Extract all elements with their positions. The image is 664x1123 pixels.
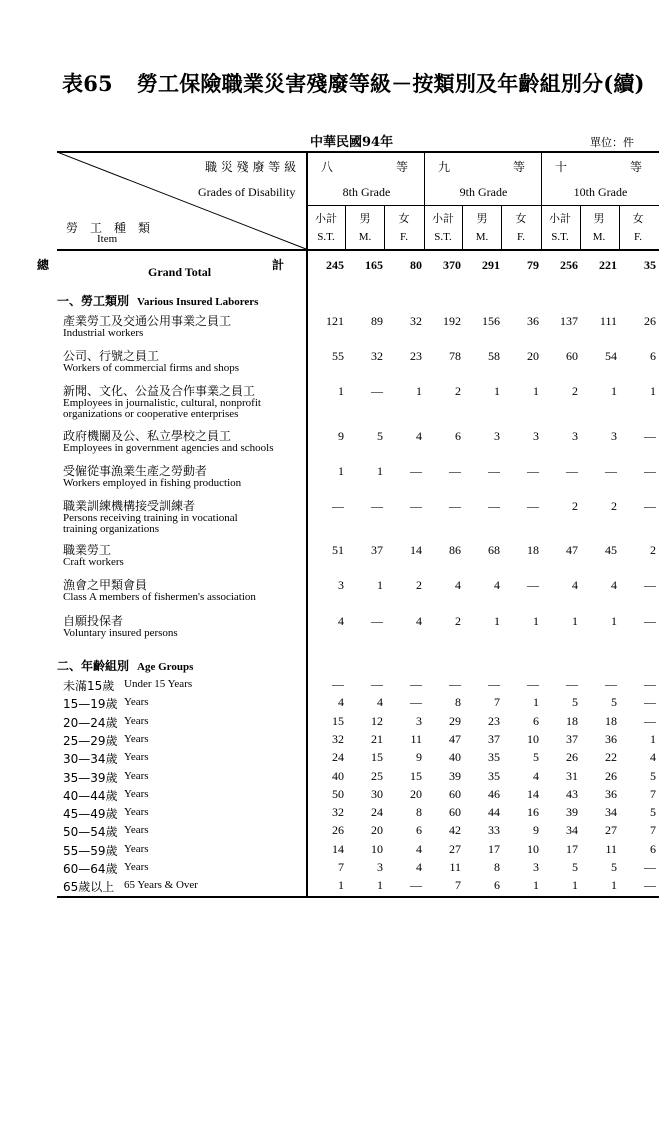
subcol-zh: 小計 [432,212,454,225]
table-cell: — [644,695,656,710]
table-cell: 20 [371,823,383,838]
table-cell: 4 [377,695,383,710]
table-cell: 17 [488,841,500,856]
grade-en: 10th Grade [573,185,628,199]
table-cell: 16 [527,805,539,820]
table-cell: 11 [605,841,617,856]
table-cell: 36 [527,314,539,328]
age-label-en: Years [124,842,149,855]
table-cell: 3 [416,713,422,728]
grade-header-en: Grades of Disability [198,185,296,199]
subcol-en: F. [634,231,642,243]
row-label-en: Workers employed in fishing production [63,477,242,489]
table-cell: 111 [599,314,617,328]
age-label-en: Years [124,732,149,745]
table-cell: 3 [338,578,344,592]
grade-zh-left: 九 [438,160,451,174]
row-label-en: Workers of commercial firms and shops [63,362,239,374]
table-cell: 1 [338,464,344,478]
table-title: 勞工保險職業災害殘廢等級－按類別及年齡組別分(續) [136,71,645,96]
table-cell: 14 [410,543,422,557]
table-cell: — [410,695,422,710]
table-cell: 5 [650,768,656,783]
table-cell: 35 [488,768,500,783]
table-cell: 9 [416,750,422,765]
table-cell: 89 [371,314,383,328]
table-cell: 1 [611,384,617,398]
table-cell: 2 [572,384,578,398]
table-cell: — [644,614,656,628]
table-cell: 54 [605,349,617,363]
table-cell: 26 [605,768,617,783]
table-cell: 33 [488,823,500,838]
header-mid-rule [307,205,659,206]
age-label-zh: 55—59歲 [63,843,118,858]
table-cell: 86 [449,543,461,557]
table-cell: 27 [449,841,461,856]
table-cell: 36 [605,731,617,746]
table-cell: 17 [566,841,578,856]
table-cell: 24 [332,750,344,765]
table-cell: 1 [572,614,578,628]
table-cell: 34 [605,805,617,820]
row-label-en: Voluntary insured persons [63,627,178,639]
table-cell: 1 [377,464,383,478]
table-cell: 60 [449,805,461,820]
table-cell: 6 [650,841,656,856]
table-cell: 165 [365,258,383,272]
table-cell: 37 [371,543,383,557]
table-cell: 18 [527,543,539,557]
table-cell: 40 [449,750,461,765]
table-cell: — [410,464,422,478]
table-cell: 4 [494,578,500,592]
table-cell: 6 [533,713,539,728]
year-label: 中華民國94年 [310,135,394,150]
table-cell: 4 [416,841,422,856]
table-cell: — [410,878,422,893]
table-cell: 256 [560,258,578,272]
table-cell: 23 [410,349,422,363]
table-cell: 156 [482,314,500,328]
table-cell: 1 [533,878,539,893]
section-ages-en: Age Groups [137,661,194,673]
row-label-zh: 職業訓練機構接受訓練者 [63,499,196,513]
table-cell: 3 [572,429,578,443]
section-laborers-en: Various Insured Laborers [137,296,259,308]
table-cell: 5 [650,805,656,820]
table-cell: 26 [566,750,578,765]
table-cell: — [527,464,539,478]
table-cell: 6 [650,349,656,363]
table-cell: — [371,677,383,691]
table-cell: 24 [371,805,383,820]
table-cell: 6 [455,429,461,443]
table-cell: 37 [488,731,500,746]
table-cell: — [644,499,656,513]
age-label-en: Under 15 Years [124,678,193,690]
table-cell: 14 [527,786,539,801]
table-cell: — [644,860,656,874]
table-cell: 1 [338,384,344,398]
table-cell: 36 [605,786,617,801]
table-cell: — [488,499,500,513]
table-cell: 22 [605,750,617,765]
table-cell: 51 [332,543,344,557]
table-cell: 34 [566,823,578,838]
table-cell: — [449,464,461,478]
table-cell: 1 [650,384,656,398]
age-label-en: Years [124,751,149,764]
table-cell: 7 [494,695,500,710]
row-label-en: Persons receiving training in vocational [63,512,238,524]
table-cell: 7 [455,878,461,893]
row-label-zh: 新聞、文化、公益及合作事業之員工 [63,384,256,398]
table-cell: 21 [371,731,383,746]
table-cell: 4 [455,578,461,592]
subcol-zh: 女 [632,212,644,225]
table-cell: 2 [572,499,578,513]
table-cell: — [371,384,383,398]
table-cell: 35 [644,258,656,272]
table-cell: 80 [410,258,422,272]
table-cell: — [605,464,617,478]
page-title [62,68,645,98]
table-cell: 8 [416,805,422,820]
subcol-en: F. [400,231,408,243]
table-cell: — [488,464,500,478]
table-cell: 58 [488,349,500,363]
table-cell: 1 [533,614,539,628]
table-cell: 7 [338,860,344,874]
grade-zh-left: 八 [321,160,334,174]
age-label-zh: 40—44歲 [63,788,118,803]
unit-label: 單位：件 [590,136,634,149]
grand-total-zh-a: 總 [37,258,50,272]
grade-zh-right: 等 [513,160,526,174]
table-cell: — [644,713,656,728]
table-cell: 15 [410,768,422,783]
table-cell: — [566,464,578,478]
table-cell: 1 [377,878,383,893]
table-cell: 4 [338,695,344,710]
age-label-zh: 35—39歲 [63,770,118,785]
table-cell: 39 [566,805,578,820]
age-label-en: 65 Years & Over [124,879,198,892]
table-cell: 5 [611,860,617,874]
age-label-zh: 未滿15歲 [63,679,115,693]
item-header-en: Item [97,233,118,245]
table-cell: — [371,614,383,628]
table-cell: 9 [533,823,539,838]
table-cell: 1 [611,878,617,893]
table-cell: — [371,499,383,513]
table-cell: 2 [650,543,656,557]
table-cell: 2 [611,499,617,513]
table-cell: 60 [449,786,461,801]
table-cell: — [644,578,656,592]
table-cell: 1 [494,384,500,398]
subcol-zh: 男 [476,212,488,225]
age-label-zh: 45—49歲 [63,807,118,822]
table-cell: 4 [650,750,656,765]
table-cell: 44 [488,805,500,820]
table-cell: 79 [527,258,539,272]
subcol-zh: 女 [398,212,410,225]
table-cell: 9 [338,429,344,443]
age-label-en: Years [124,769,149,782]
table-cell: 10 [527,731,539,746]
age-label-en: Years [124,787,149,800]
table-cell: 18 [605,713,617,728]
table-cell: — [566,677,578,691]
table-cell: 4 [338,614,344,628]
table-cell: 10 [371,841,383,856]
table-cell: — [332,677,344,691]
age-label-en: Years [124,696,149,709]
table-cell: 18 [566,713,578,728]
table-cell: 20 [527,349,539,363]
row-label-zh: 公司、行號之員工 [63,349,160,363]
table-cell: 291 [482,258,500,272]
table-cell: 1 [611,614,617,628]
age-label-zh: 60—64歲 [63,862,118,876]
table-cell: 1 [494,614,500,628]
table-cell: 121 [326,314,344,328]
age-label-zh: 50—54歲 [63,825,118,840]
table-cell: 4 [416,614,422,628]
table-cell: 1 [650,731,656,746]
table-cell: 26 [332,823,344,838]
table-cell: 32 [410,314,422,328]
table-cell: 3 [611,429,617,443]
table-cell: 5 [572,860,578,874]
age-label-en: Years [124,714,149,727]
table-cell: 15 [371,750,383,765]
subcol-en: M. [592,231,606,243]
row-label-en: Industrial workers [63,327,144,339]
table-cell: — [527,499,539,513]
table-cell: 3 [533,429,539,443]
row-label-en: Employees in government agencies and schools [63,442,274,454]
table-cell: 1 [572,878,578,893]
grade-en: 8th Grade [342,185,391,199]
table-cell: — [410,677,422,691]
table-cell: 4 [416,860,422,874]
table-cell: — [644,677,656,691]
table-cell: 2 [455,384,461,398]
table-cell: 29 [449,713,461,728]
subcol-zh: 女 [515,212,527,225]
table-cell: 27 [605,823,617,838]
table-cell: 5 [611,695,617,710]
table-cell: 3 [377,860,383,874]
table-cell: — [644,878,656,893]
table-cell: 5 [533,750,539,765]
table-cell: 11 [449,860,461,874]
table-cell: 39 [449,768,461,783]
row-label-en: Craft workers [63,556,124,568]
row-label-zh: 自願投保者 [63,614,124,628]
subcol-zh: 男 [593,212,605,225]
row-label-en: organizations or cooperative enterprises [63,408,239,420]
table-cell: 4 [572,578,578,592]
table-cell: 50 [332,786,344,801]
table-cell: 35 [488,750,500,765]
subcol-en: M. [475,231,489,243]
table-cell: 43 [566,786,578,801]
grand-total-en: Grand Total [148,265,212,279]
row-label-zh: 漁會之甲類會員 [63,578,148,592]
table-cell: 5 [377,429,383,443]
table-cell: 370 [443,258,461,272]
grade-zh-left: 十 [555,160,568,174]
subcol-en: F. [517,231,525,243]
table-cell: 46 [488,786,500,801]
table-cell: 68 [488,543,500,557]
subcol-en: S.T. [317,231,335,243]
table-cell: 137 [560,314,578,328]
table-number: 表65 [62,71,113,96]
table-cell: 6 [494,878,500,893]
age-label-zh: 15—19歲 [63,697,118,712]
table-cell: — [644,429,656,443]
table-cell: 7 [650,823,656,838]
subcol-en: M. [358,231,372,243]
table-cell: 10 [527,841,539,856]
grand-total-zh-b: 計 [272,258,285,272]
section-ages-zh: 二、年齡組別 [57,659,130,673]
table-cell: 32 [371,349,383,363]
table-cell: — [527,677,539,691]
table-cell: 47 [449,731,461,746]
age-label-en: Years [124,861,149,873]
table-cell: 20 [410,786,422,801]
table-cell: 12 [371,713,383,728]
table-cell: 8 [494,860,500,874]
table-cell: — [488,677,500,691]
row-label-en: Class A members of fishermen's association [63,591,256,603]
table-cell: 3 [494,429,500,443]
row-label-zh: 職業勞工 [63,543,112,557]
table-bottom-rule [57,896,659,898]
subcol-en: S.T. [551,231,569,243]
row-label-zh: 產業勞工及交通公用事業之員工 [63,314,232,328]
table-cell: 40 [332,768,344,783]
row-label-zh: 受僱從事漁業生產之勞動者 [63,464,208,478]
table-cell: 1 [338,878,344,893]
table-cell: 6 [416,823,422,838]
subcol-zh: 男 [359,212,371,225]
table-cell: 55 [332,349,344,363]
subcol-zh: 小計 [549,212,571,225]
table-cell: — [449,499,461,513]
table-cell: 32 [332,731,344,746]
section-laborers-heading [57,292,258,309]
table-cell: 30 [371,786,383,801]
age-label-zh: 30—34歲 [63,752,118,767]
grade-zh-right: 等 [630,160,643,174]
table-cell: 31 [566,768,578,783]
table-cell: 1 [377,578,383,592]
table-cell: — [527,578,539,592]
subcol-en: S.T. [434,231,452,243]
table-cell: 7 [650,786,656,801]
table-cell: 11 [410,731,422,746]
table-cell: 2 [416,578,422,592]
table-cell: 37 [566,731,578,746]
section-laborers-zh: 一、勞工類別 [57,294,130,308]
table-cell: 78 [449,349,461,363]
table-cell: 42 [449,823,461,838]
table-cell: 8 [455,695,461,710]
row-label-en: Employees in journalistic, cultural, nonprofit [63,397,261,409]
table-cell: 4 [416,429,422,443]
section-ages-heading [57,657,193,674]
table-cell: 192 [443,314,461,328]
table-cell: 1 [533,384,539,398]
table-cell: — [449,677,461,691]
table-cell: 15 [332,713,344,728]
table-cell: 32 [332,805,344,820]
table-cell: 1 [533,695,539,710]
table-cell: — [332,499,344,513]
table-cell: 60 [566,349,578,363]
table-cell: 1 [416,384,422,398]
table-cell: 4 [611,578,617,592]
row-label-zh: 政府機關及公、私立學校之員工 [63,429,232,443]
grade-header-zh: 職 災 殘 廢 等 級 [205,160,297,174]
table-cell: 2 [455,614,461,628]
age-label-zh: 25—29歲 [63,733,118,748]
row-label-en: training organizations [63,523,160,535]
table-cell: 5 [572,695,578,710]
age-label-en: Years [124,806,149,819]
age-label-zh: 20—24歲 [63,715,118,730]
table-cell: 3 [533,860,539,874]
table-cell: — [644,464,656,478]
grade-en: 9th Grade [459,185,508,199]
item-header-zh: 勞 工 種 類 [66,221,151,235]
table-cell: 4 [533,768,539,783]
grade-zh-right: 等 [396,160,409,174]
subcol-zh: 小計 [315,212,337,225]
table-cell: — [605,677,617,691]
table-cell: 221 [599,258,617,272]
age-label-zh: 65歲以上 [63,880,115,895]
table-cell: 45 [605,543,617,557]
table-cell: 26 [644,314,656,328]
table-cell: — [410,499,422,513]
table-cell: 245 [326,258,344,272]
table-cell: 47 [566,543,578,557]
table-cell: 23 [488,713,500,728]
age-label-en: Years [124,824,149,837]
table-cell: 25 [371,768,383,783]
table-cell: 14 [332,841,344,856]
